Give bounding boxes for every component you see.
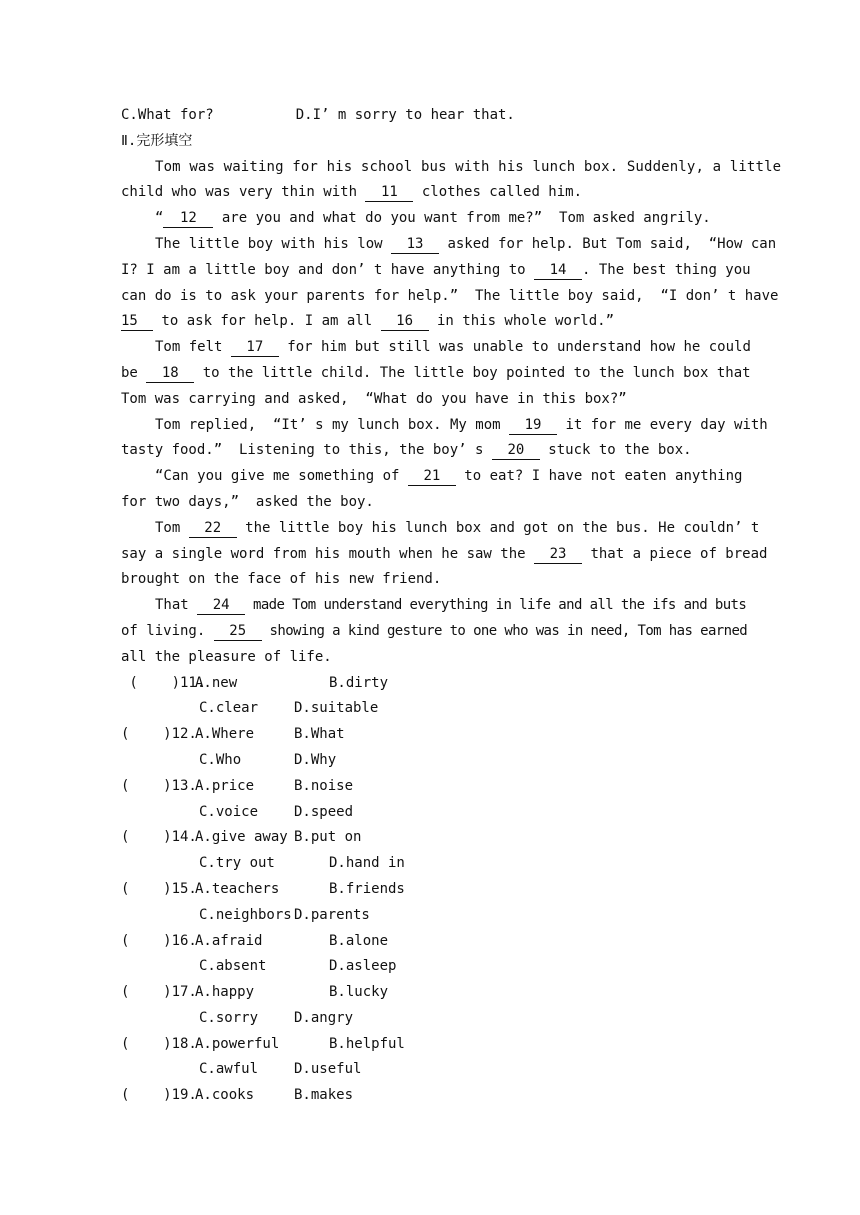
- question-number: ( )17.: [121, 984, 197, 1001]
- blank-17: 17: [231, 338, 279, 357]
- passage-text: stuck to the box.: [539, 442, 692, 459]
- option-c: C.voice: [199, 803, 259, 820]
- question-row: [121, 877, 739, 903]
- question-number: ( )15.: [121, 880, 197, 897]
- question-row: [121, 1006, 739, 1032]
- passage-line: [121, 516, 760, 542]
- passage-text: of living.: [121, 622, 214, 639]
- option-b: B.alone: [329, 932, 389, 949]
- passage-text: “Can you give me something of: [155, 468, 408, 485]
- question-row: [121, 696, 739, 722]
- option-c: C.Who: [199, 751, 242, 768]
- question-row: [121, 929, 739, 955]
- question-number: ( )16.: [121, 932, 197, 949]
- passage-line: Tom was carrying and asked, “What do you have in this box?”: [121, 390, 627, 407]
- passage-text: showing a kind gesture to one who was in need, Tom has earned: [261, 622, 748, 639]
- blank-13: 13: [391, 235, 439, 254]
- passage-text: asked for help. But Tom said, “How can: [439, 235, 777, 252]
- option-b: B.noise: [294, 777, 354, 794]
- blank-16: 16: [381, 312, 429, 331]
- passage-text: tasty food.” Listening to this, the boy’ s: [121, 442, 492, 459]
- passage-line: [121, 232, 777, 258]
- option-c: C.clear: [199, 700, 259, 717]
- previous-options-line: [121, 103, 739, 129]
- option-a: A.price: [195, 777, 255, 794]
- option-c: C.sorry: [199, 1009, 259, 1026]
- blank-11: 11: [365, 183, 413, 202]
- question-number: ( )18.: [121, 1035, 197, 1052]
- passage-text: the little boy his lunch box and got on the bus. He couldn’ t: [236, 519, 760, 536]
- question-row: [121, 851, 739, 877]
- question-row: [121, 671, 739, 697]
- question-row: [121, 1083, 739, 1109]
- passage-line: [121, 335, 751, 361]
- blank-24: 24: [197, 596, 245, 615]
- option-b: B.makes: [294, 1087, 354, 1104]
- passage-text: Tom: [155, 519, 189, 536]
- option-a: A.afraid: [195, 932, 263, 949]
- option-d: D.useful: [294, 1061, 362, 1078]
- question-row: [121, 1057, 739, 1083]
- option-b: B.What: [294, 726, 345, 743]
- blank-23: 23: [534, 545, 582, 564]
- blank-19: 19: [509, 416, 557, 435]
- question-number: ( )14.: [121, 829, 197, 846]
- passage-text: . The best thing you: [582, 261, 751, 278]
- question-number: ( )12.: [121, 726, 197, 743]
- question-row: [121, 1032, 739, 1058]
- blank-18: 18: [146, 364, 194, 383]
- blank-25: 25: [214, 622, 262, 641]
- passage-line: for two days,” asked the boy.: [121, 493, 374, 510]
- option-b: B.dirty: [329, 674, 389, 691]
- passage-text: child who was very thin with: [121, 184, 366, 201]
- option-a: A.Where: [195, 726, 255, 743]
- passage-text: That: [155, 597, 198, 614]
- option-d: D.parents: [294, 906, 370, 923]
- passage-text: to ask for help. I am all: [153, 313, 381, 330]
- option-c: C.neighbors: [199, 906, 292, 923]
- passage-line: [121, 542, 768, 568]
- passage-text: Tom replied, “It’ s my lunch box. My mom: [155, 416, 510, 433]
- passage-line: [121, 593, 747, 619]
- option-b: B.helpful: [329, 1035, 405, 1052]
- passage-text: are you and what do you want from me?” Tom asked angrily.: [213, 210, 711, 227]
- option-a: A.happy: [195, 984, 255, 1001]
- passage-text: say a single word from his mouth when he saw the: [121, 545, 535, 562]
- passage-line: [121, 180, 739, 206]
- passage-text: it for me every day with: [557, 416, 768, 433]
- question-number: ( )13.: [121, 777, 197, 794]
- question-number: ( )11.: [121, 674, 206, 691]
- option-d: D.Why: [294, 751, 337, 768]
- passage-text: clothes called him.: [413, 184, 583, 201]
- passage-text: in this whole world.”: [428, 313, 615, 330]
- question-row: [121, 954, 739, 980]
- question-row: [121, 800, 739, 826]
- passage-line: all the pleasure of life.: [121, 648, 332, 665]
- option-a: A.new: [195, 674, 238, 691]
- option-c: C.absent: [199, 958, 267, 975]
- passage-line: [121, 361, 751, 387]
- passage-line: [121, 438, 739, 464]
- document-page: [121, 103, 782, 1109]
- blank-14: 14: [534, 261, 582, 280]
- option-a: A.give away: [195, 829, 288, 846]
- passage-line: brought on the face of his new friend.: [121, 571, 442, 588]
- question-row: [121, 722, 739, 748]
- blank-15: 15: [121, 312, 153, 331]
- passage-line: [121, 206, 739, 232]
- passage-text: Tom felt: [155, 339, 231, 356]
- passage-line: can do is to ask your parents for help.” The little boy said, “I don’ t have: [121, 287, 779, 304]
- question-number: ( )19.: [121, 1087, 197, 1104]
- option-c: C.What for?: [121, 107, 214, 123]
- option-a: A.powerful: [195, 1035, 280, 1052]
- option-c: C.awful: [199, 1061, 259, 1078]
- passage-text: The little boy with his low: [155, 235, 392, 252]
- question-row: [121, 748, 739, 774]
- passage-text: that a piece of bread: [582, 545, 768, 562]
- blank-20: 20: [492, 441, 540, 460]
- passage-line: [121, 309, 739, 335]
- option-b: B.lucky: [329, 984, 389, 1001]
- passage-line: [121, 258, 751, 284]
- blank-21: 21: [408, 467, 456, 486]
- option-b: B.friends: [329, 880, 405, 897]
- section-title: Ⅱ.完形填空: [121, 132, 193, 149]
- question-row: [121, 903, 739, 929]
- question-row: [121, 980, 739, 1006]
- passage-text: to eat? I have not eaten anything: [455, 468, 743, 485]
- blank-22: 22: [189, 519, 237, 538]
- question-list: [121, 671, 739, 1110]
- passage-text: made Tom understand everything in life and all the ifs and buts: [245, 597, 747, 614]
- option-d: D.I’ m sorry to hear that.: [295, 107, 515, 123]
- passage-line: Tom was waiting for his school bus with his lunch box. Suddenly, a little: [155, 158, 782, 175]
- option-d: D.angry: [294, 1009, 354, 1026]
- question-row: [121, 774, 739, 800]
- option-a: A.cooks: [195, 1087, 255, 1104]
- option-c: C.try out: [199, 855, 275, 872]
- passage-line: [121, 619, 748, 645]
- cloze-passage: [121, 155, 782, 671]
- option-a: A.teachers: [195, 880, 280, 897]
- question-row: [121, 825, 739, 851]
- option-d: D.asleep: [329, 958, 397, 975]
- passage-text: “: [155, 210, 164, 227]
- option-b: B.put on: [294, 829, 362, 846]
- passage-text: be: [121, 364, 147, 381]
- passage-line: [121, 464, 743, 490]
- option-d: D.suitable: [294, 700, 379, 717]
- passage-line: [121, 413, 768, 439]
- option-d: D.hand in: [329, 855, 405, 872]
- passage-text: I? I am a little boy and don’ t have anything to: [121, 261, 535, 278]
- passage-text: for him but still was unable to understand how he could: [278, 339, 751, 356]
- passage-text: to the little child. The little boy pointed to the lunch box that: [194, 364, 751, 381]
- blank-12: 12: [163, 209, 213, 228]
- option-d: D.speed: [294, 803, 354, 820]
